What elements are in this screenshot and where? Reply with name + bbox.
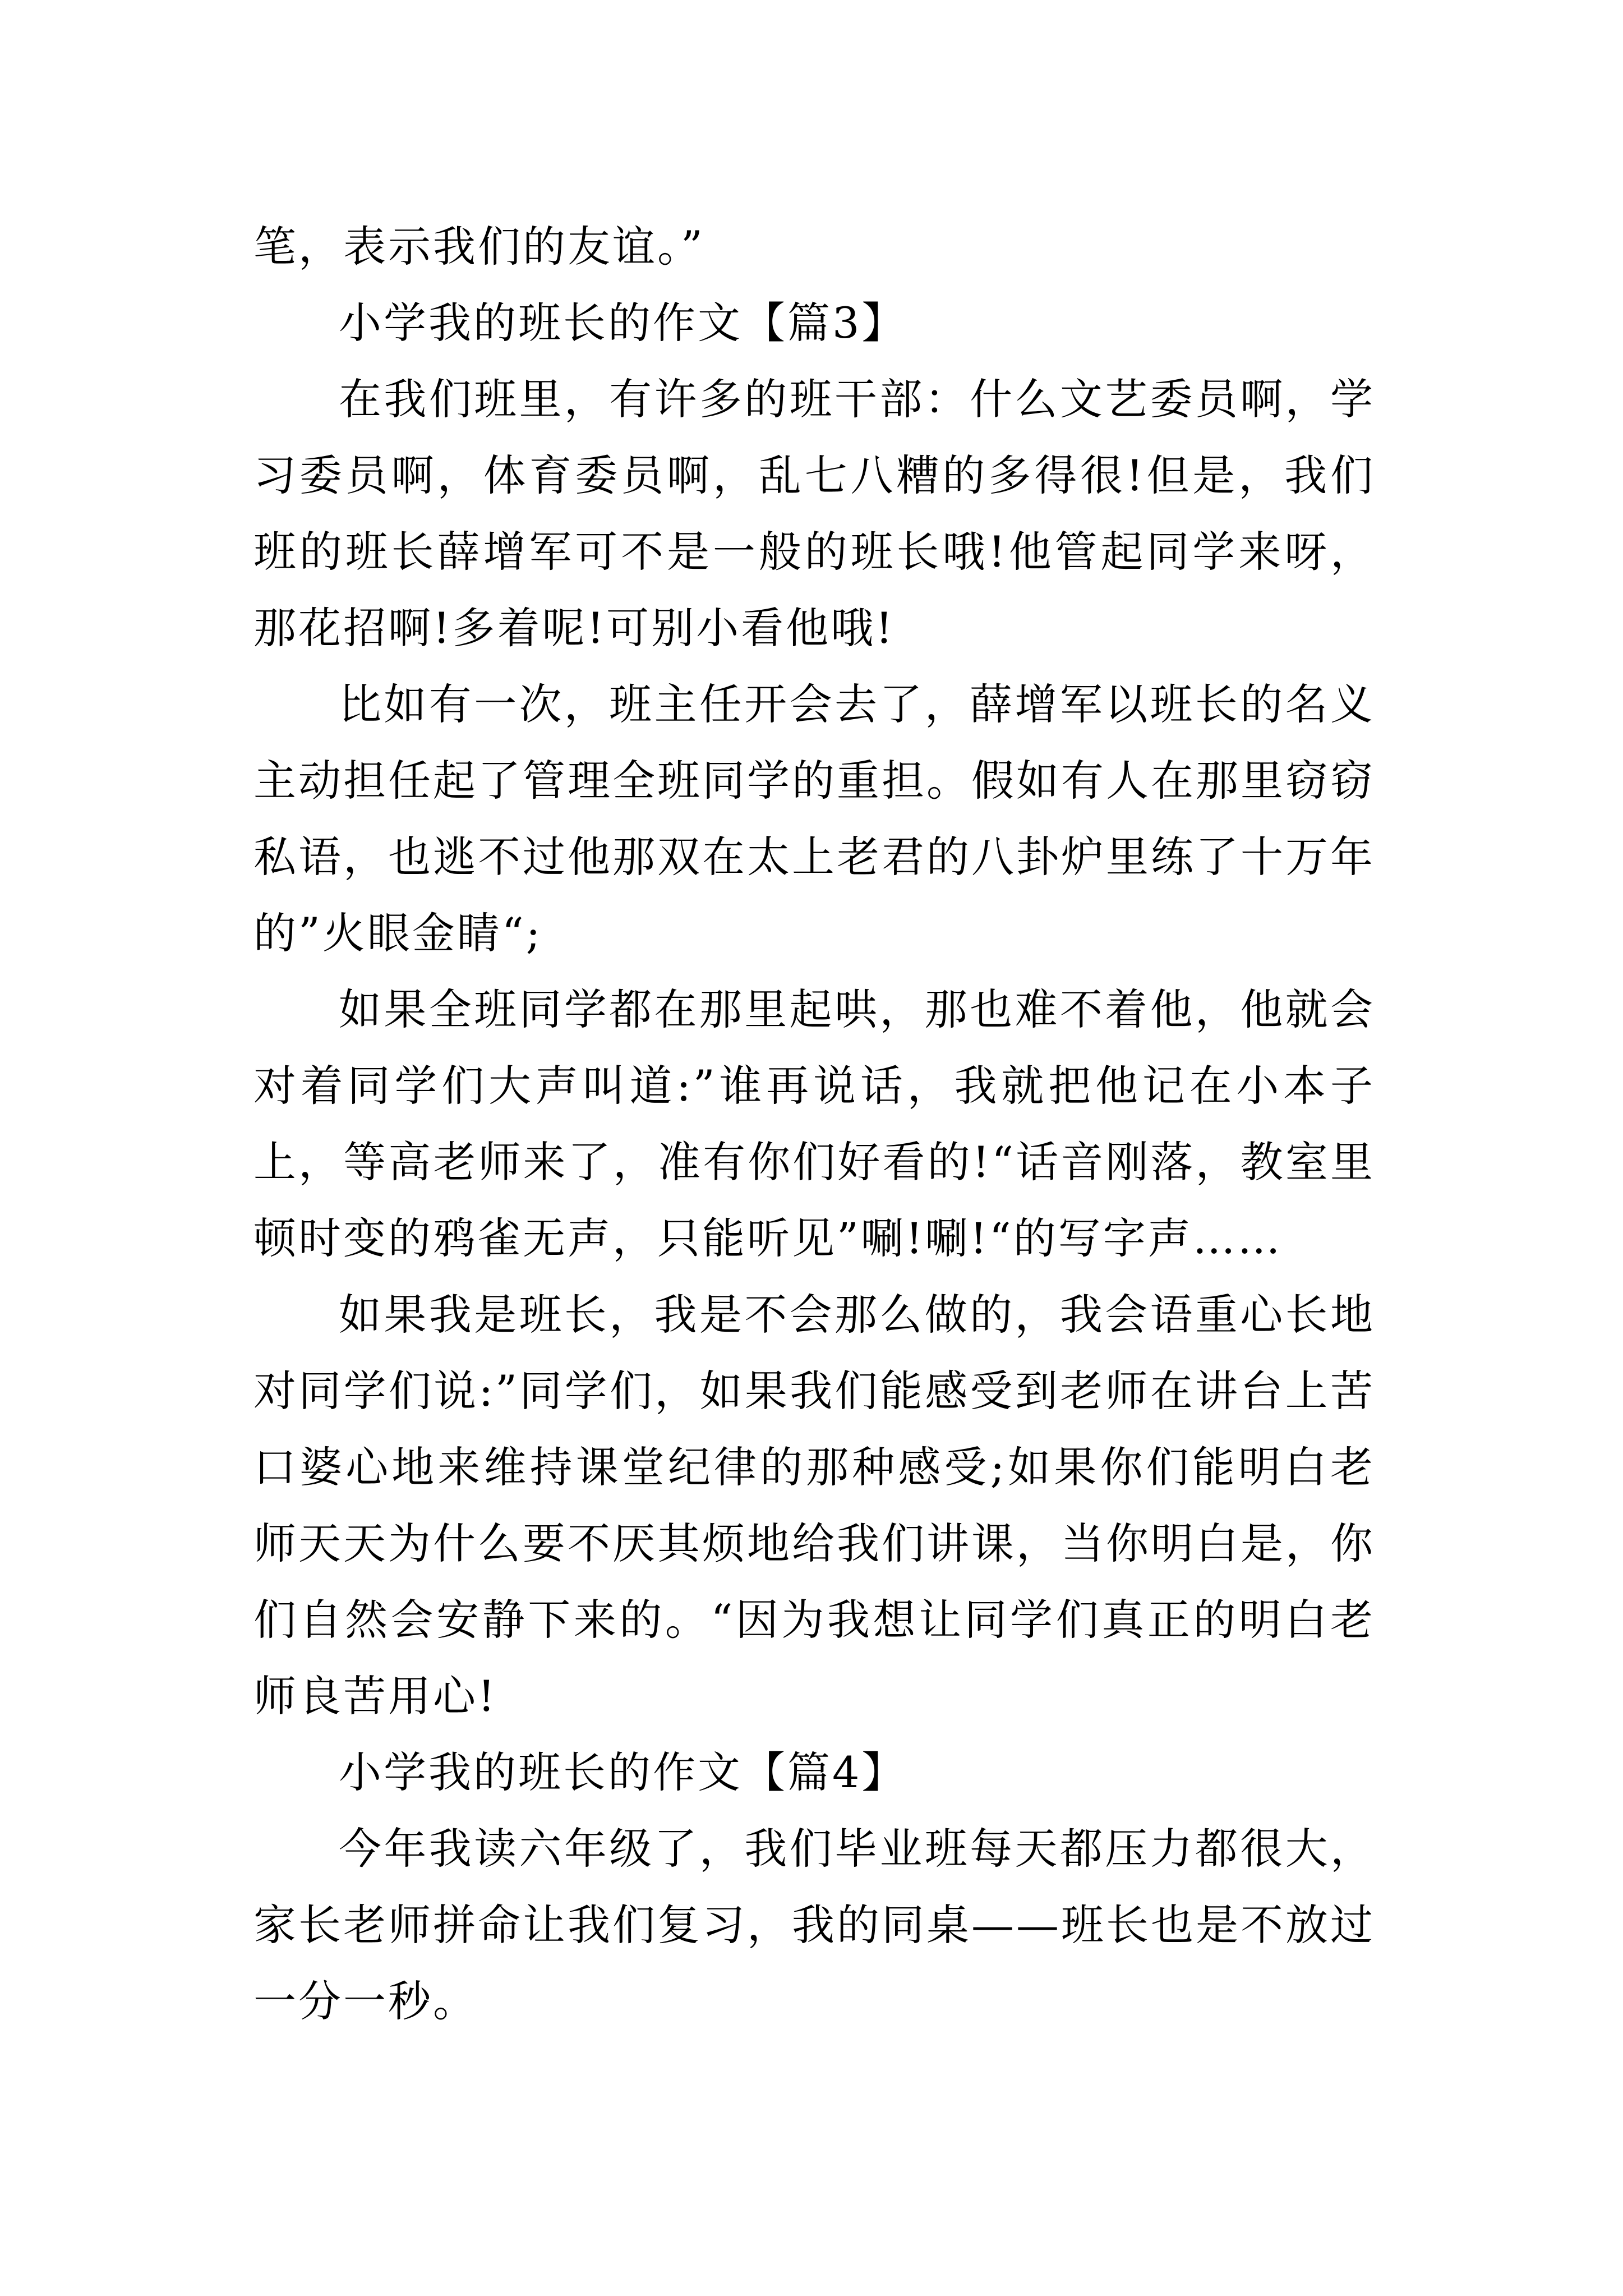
paragraph-sixth-grade: 今年我读六年级了，我们毕业班每天都压力都很大，家长老师拼命让我们复习，我的同桌——班长也是不放过一分一秒。: [253, 1824, 1375, 2026]
paragraph-continuation: 笔，表示我们的友谊。”: [253, 222, 705, 272]
paragraph-class-leaders: 在我们班里，有许多的班干部：什么文艺委员啊，学习委员啊，体育委员啊，乱七八糟的多得很!但是，我们班的班长薛增军可不是一般的班长哦!他管起同学来呀，那花招啊!多着呢!可别小看他哦!: [253, 374, 1375, 653]
paragraph-if-i-were-monitor: 如果我是班长，我是不会那么做的，我会语重心长地对同学们说:”同学们，如果我们能感受到老师在讲台上苦口婆心地来维持课堂纪律的那种感受;如果你们能明白老师天天为什么要不厌其烦地给我们讲课，当你明白是，你们自然会安静下来的。“因为我想让同学们真正的明白老师良苦用心!: [253, 1290, 1375, 1721]
paragraph-class-noise: 如果全班同学都在那里起哄，那也难不着他，他就会对着同学们大声叫道:”谁再说话，我就把他记在小本子上，等高老师来了，准有你们好看的!“话音刚落，教室里顿时变的鸦雀无声，只能听见”唰!唰!“的写字声……: [253, 984, 1375, 1263]
paragraph-teacher-meeting: 比如有一次，班主任开会去了，薛增军以班长的名义主动担任起了管理全班同学的重担。假如有人在那里窃窃私语，也逃不过他那双在太上老君的八卦炉里练了十万年的”火眼金睛“;: [253, 679, 1375, 958]
document-body: [253, 209, 1375, 2040]
section-heading-3: 小学我的班长的作文【篇3】: [339, 298, 907, 348]
section-heading-4: 小学我的班长的作文【篇4】: [339, 1747, 907, 1797]
